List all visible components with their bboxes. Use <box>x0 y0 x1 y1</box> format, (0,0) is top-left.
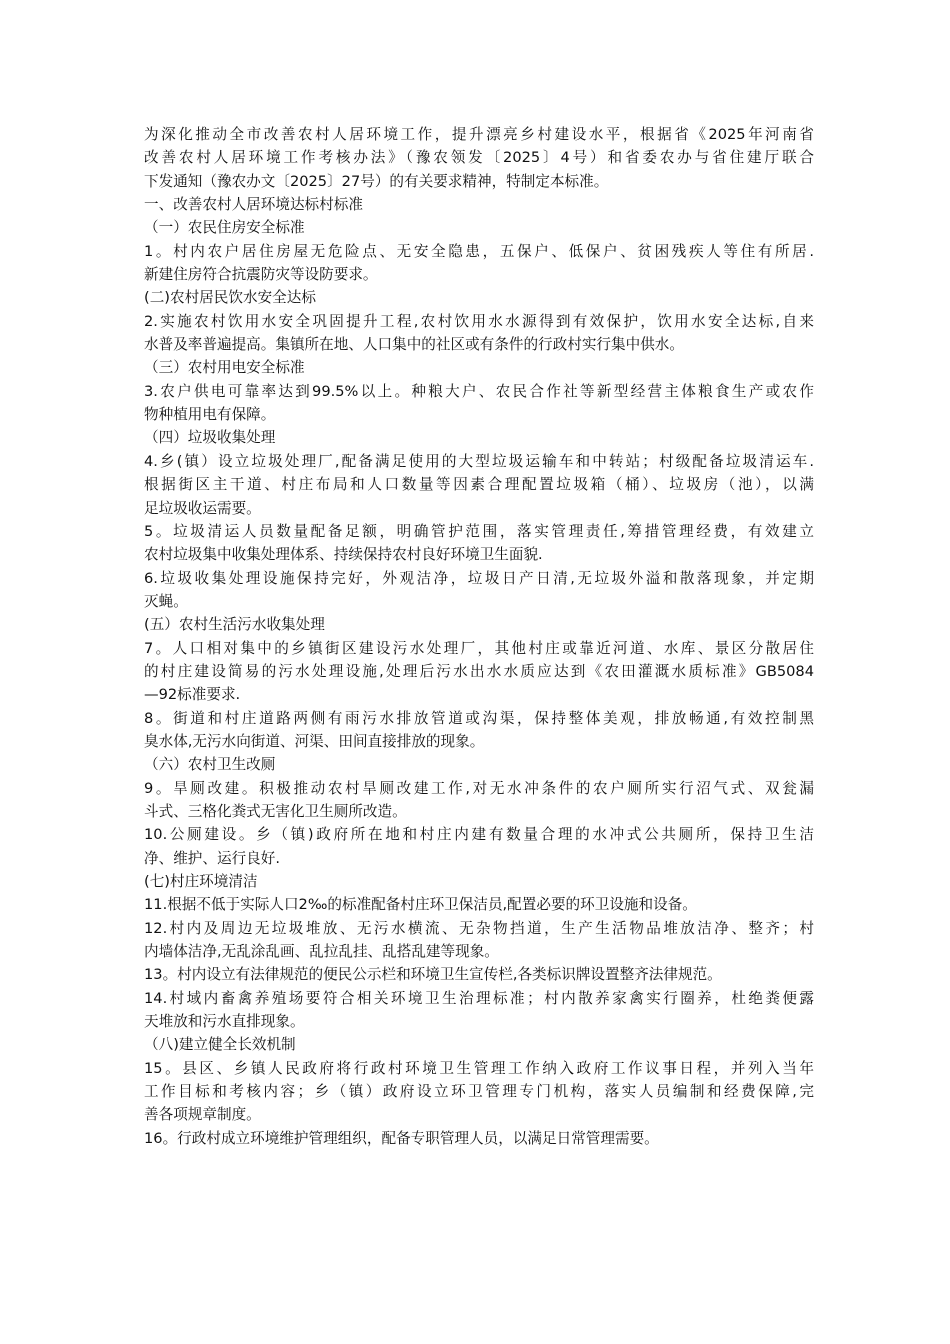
text-line: 物种植用电有保障。 <box>144 406 276 424</box>
text-line: （六）农村卫生改厕 <box>144 756 276 774</box>
section-heading <box>144 286 814 309</box>
text-line: 农村垃圾集中收集处理体系、持续保持农村良好环境卫生面貌. <box>144 546 543 564</box>
text-line: 内墙体洁净,无乱涂乱画、乱拉乱挂、乱搭乱建等现象。 <box>144 943 499 961</box>
text-line: —92标准要求. <box>144 686 241 704</box>
paragraph <box>144 987 814 1034</box>
text-line: 4.乡(镇）设立垃圾处理厂,配备满足使用的大型垃圾运输车和中转站；村级配备垃圾清运车. <box>144 452 814 470</box>
section-heading <box>144 193 814 216</box>
paragraph <box>144 240 814 287</box>
text-line: 15。县区、乡镇人民政府将行政村环境卫生管理工作纳入政府工作议事日程，并列入当年 <box>144 1059 814 1077</box>
section-heading <box>144 613 814 636</box>
text-line: 新建住房符合抗震防灾等设防要求。 <box>144 266 378 284</box>
text-line: 14.村域内畜禽养殖场要符合相关环境卫生治理标准；村内散养家禽实行圈养，杜绝粪便露 <box>144 989 814 1007</box>
section-heading <box>144 426 814 449</box>
paragraph <box>144 777 814 824</box>
paragraph <box>144 917 814 964</box>
paragraph <box>144 1057 814 1127</box>
text-line: （一）农民住房安全标准 <box>144 219 305 237</box>
document-body <box>144 123 814 1150</box>
text-line: （八)建立健全长效机制 <box>144 1036 296 1054</box>
paragraph <box>144 380 814 427</box>
section-heading <box>144 356 814 379</box>
paragraph <box>144 637 814 707</box>
text-line: （三）农村用电安全标准 <box>144 359 305 377</box>
text-line: 9。旱厕改建。积极推动农村旱厕改建工作,对无水冲条件的农户厕所实行沼气式、双瓮漏 <box>144 779 814 797</box>
text-line: 改善农村人居环境工作考核办法》（豫农领发〔2025〕4号）和省委农办与省住建厅联合 <box>144 149 814 167</box>
text-line: 13。村内设立有法律规范的便民公示栏和环境卫生宣传栏,各类标识牌设置整齐法律规范。 <box>144 966 722 984</box>
text-line: 斗式、三格化粪式无害化卫生厕所改造。 <box>144 802 407 820</box>
text-line: 灭蝇。 <box>144 592 188 610</box>
section-heading <box>144 870 814 893</box>
paragraph <box>144 450 814 520</box>
section-heading <box>144 753 814 776</box>
paragraph <box>144 823 814 870</box>
text-line: 的村庄建设简易的污水处理设施,处理后污水出水水质应达到《农田灌溉水质标准》GB5084 <box>144 662 814 680</box>
text-line: 1。村内农户居住房屋无危险点、无安全隐患，五保户、低保户、贫困残疾人等住有所居. <box>144 242 814 260</box>
text-line: 11.根据不低于实际人口2‰的标准配备村庄环卫保洁员,配置必要的环卫设施和设备。 <box>144 896 697 914</box>
text-line: (二)农村居民饮水安全达标 <box>144 289 316 307</box>
text-line: 根据街区主干道、村庄布局和人口数量等因素合理配置垃圾箱（桶）、垃圾房（池），以满 <box>144 476 814 494</box>
paragraph <box>144 1127 814 1150</box>
text-line: 2.实施农村饮用水安全巩固提升工程,农村饮用水水源得到有效保护，饮用水安全达标,自来 <box>144 312 814 330</box>
paragraph <box>144 123 814 193</box>
text-line: （四）垃圾收集处理 <box>144 429 276 447</box>
text-line: 足垃圾收运需要。 <box>144 499 261 517</box>
text-line: (七)村庄环境清洁 <box>144 873 258 890</box>
text-line: 3.农户供电可靠率达到99.5%以上。种粮大户、农民合作社等新型经营主体粮食生产或农作 <box>144 382 814 400</box>
text-line: 6.垃圾收集处理设施保持完好，外观洁净，垃圾日产日清,无垃圾外溢和散落现象，并定期 <box>144 569 814 587</box>
text-line: 天堆放和污水直排现象。 <box>144 1013 305 1031</box>
text-line: 一、改善农村人居环境达标村标准 <box>144 196 363 214</box>
text-line: 7。人口相对集中的乡镇街区建设污水处理厂，其他村庄或靠近河道、水库、景区分散居住 <box>144 639 814 657</box>
text-line: 下发通知（豫农办文〔2025〕27号）的有关要求精神，特制定本标准。 <box>144 172 609 190</box>
section-heading <box>144 1033 814 1056</box>
text-line: (五）农村生活污水收集处理 <box>144 616 325 634</box>
section-heading <box>144 216 814 239</box>
paragraph <box>144 893 814 916</box>
text-line: 8。街道和村庄道路两侧有雨污水排放管道或沟渠，保持整体美观，排放畅通,有效控制黑 <box>144 709 814 727</box>
paragraph <box>144 520 814 567</box>
paragraph <box>144 567 814 614</box>
text-line: 5。垃圾清运人员数量配备足额，明确管护范围，落实管理责任,筹措管理经费，有效建立 <box>144 522 814 540</box>
text-line: 10.公厕建设。乡（镇)政府所在地和村庄内建有数量合理的水冲式公共厕所，保持卫生洁 <box>144 826 814 844</box>
text-line: 工作目标和考核内容；乡（镇）政府设立环卫管理专门机构，落实人员编制和经费保障,完 <box>144 1083 814 1101</box>
text-line: 12.村内及周边无垃圾堆放、无污水横流、无杂物挡道，生产生活物品堆放洁净、整齐；村 <box>144 919 814 937</box>
text-line: 净、维护、运行良好. <box>144 849 280 867</box>
text-line: 善各项规章制度。 <box>144 1106 261 1124</box>
text-line: 为深化推动全市改善农村人居环境工作，提升漂亮乡村建设水平，根据省《2025年河南省 <box>144 126 814 143</box>
text-line: 16。行政村成立环境维护管理组织，配备专职管理人员，以满足日常管理需要。 <box>144 1129 659 1147</box>
paragraph <box>144 310 814 357</box>
text-line: 水普及率普遍提高。集镇所在地、人口集中的社区或有条件的行政村实行集中供水。 <box>144 336 684 354</box>
paragraph <box>144 963 814 986</box>
paragraph <box>144 707 814 754</box>
text-line: 臭水体,无污水向街道、河渠、田间直接排放的现象。 <box>144 732 485 750</box>
